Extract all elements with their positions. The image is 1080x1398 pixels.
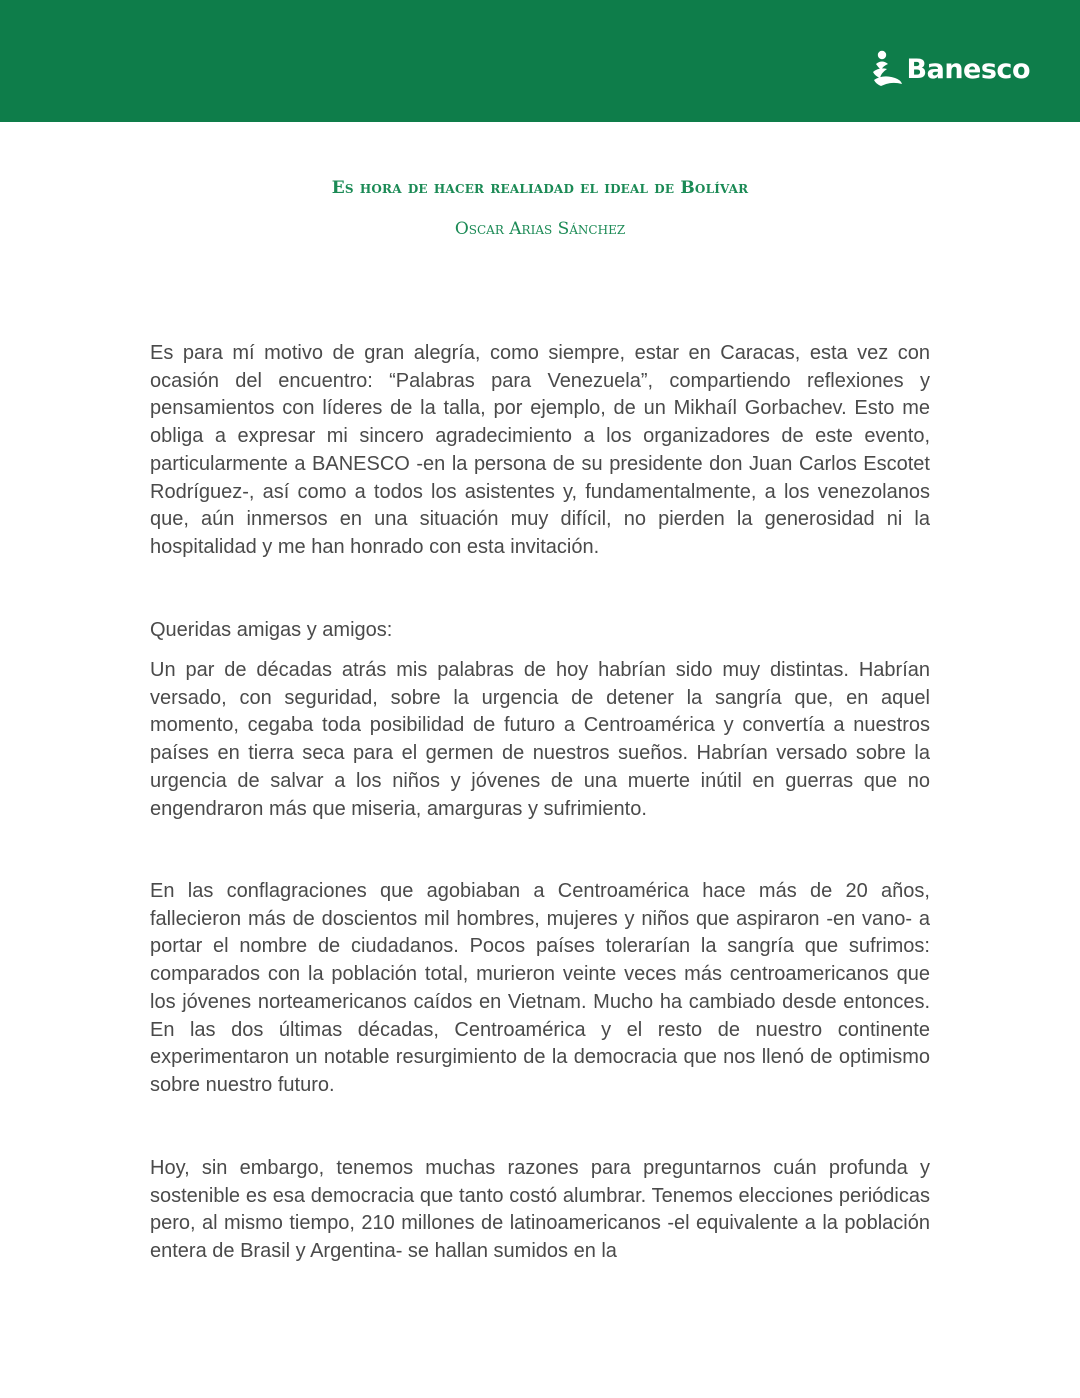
paragraph-today: Hoy, sin embargo, tenemos muchas razones para preguntarnos cuán profunda y sostenible es esa democracia que tanto costó alumbrar. Tenemos elecciones periódicas pero, al mismo tiempo, 210 millones de latinoamericanos -el equivalente a la población entera de Brasil y Argentina- se hallan sumidos en la [150, 1157, 930, 1263]
paragraph-greeting: Queridas amigas y amigos: [150, 619, 393, 641]
document-author: Oscar Arias Sánchez [454, 219, 626, 239]
banesco-people-mark-icon [871, 50, 905, 88]
brand-logo [871, 50, 1030, 88]
header-bar [0, 0, 1080, 122]
paragraph-conflagrations: En las conflagraciones que agobiaban a Centroamérica hace más de 20 años, fallecieron más de doscientos mil hombres, mujeres y niños que aspiraron -en vano- a portar el nombre de ciudadanos. Pocos países tolerarían la sangría que sufrimos: comparados con la población total, murieron veinte veces más centroamericanos que los jóvenes norteamericanos caídos en Vietnam. Mucho ha cambiado desde entonces. En las dos últimas décadas, Centroamérica y el resto de nuestro continente experimentaron un notable resurgimiento de la democracia que nos llenó de optimismo sobre nuestro futuro. [150, 880, 930, 1096]
brand-name: Banesco [906, 53, 1030, 85]
document-title: Es hora de hacer realiadad el ideal de Bolívar [331, 178, 749, 198]
paragraph-decades: Un par de décadas atrás mis palabras de hoy habrían sido muy distintas. Habrían versado, con seguridad, sobre la urgencia de detener la sangría que, en aquel momento, cegaba toda posibilidad de futuro a Centroamérica y convertía a nuestros países en tierra seca para el germen de nuestros sueños. Habrían versado sobre la urgencia de salvar a los niños y jóvenes de una muerte inútil en guerras que no engendraron más que miseria, amarguras y sufrimiento. [150, 659, 930, 820]
paragraph-intro: Es para mí motivo de gran alegría, como siempre, estar en Caracas, esta vez con ocasión del encuentro: “Palabras para Venezuela”, compartiendo reflexiones y pensamientos con líderes de la talla, por ejemplo, de un Mikhaíl Gorbachev. Esto me obliga a expresar mi sincero agradecimiento a los organizadores de este evento, particularmente a BANESCO -en la persona de su presidente don Juan Carlos Escotet Rodríguez-, así como a todos los asistentes y, fundamentalmente, a los venezolanos que, aún inmersos en una situación muy difícil, no pierden la generosidad ni la hospitalidad y me han honrado con esta invitación. [150, 342, 930, 558]
